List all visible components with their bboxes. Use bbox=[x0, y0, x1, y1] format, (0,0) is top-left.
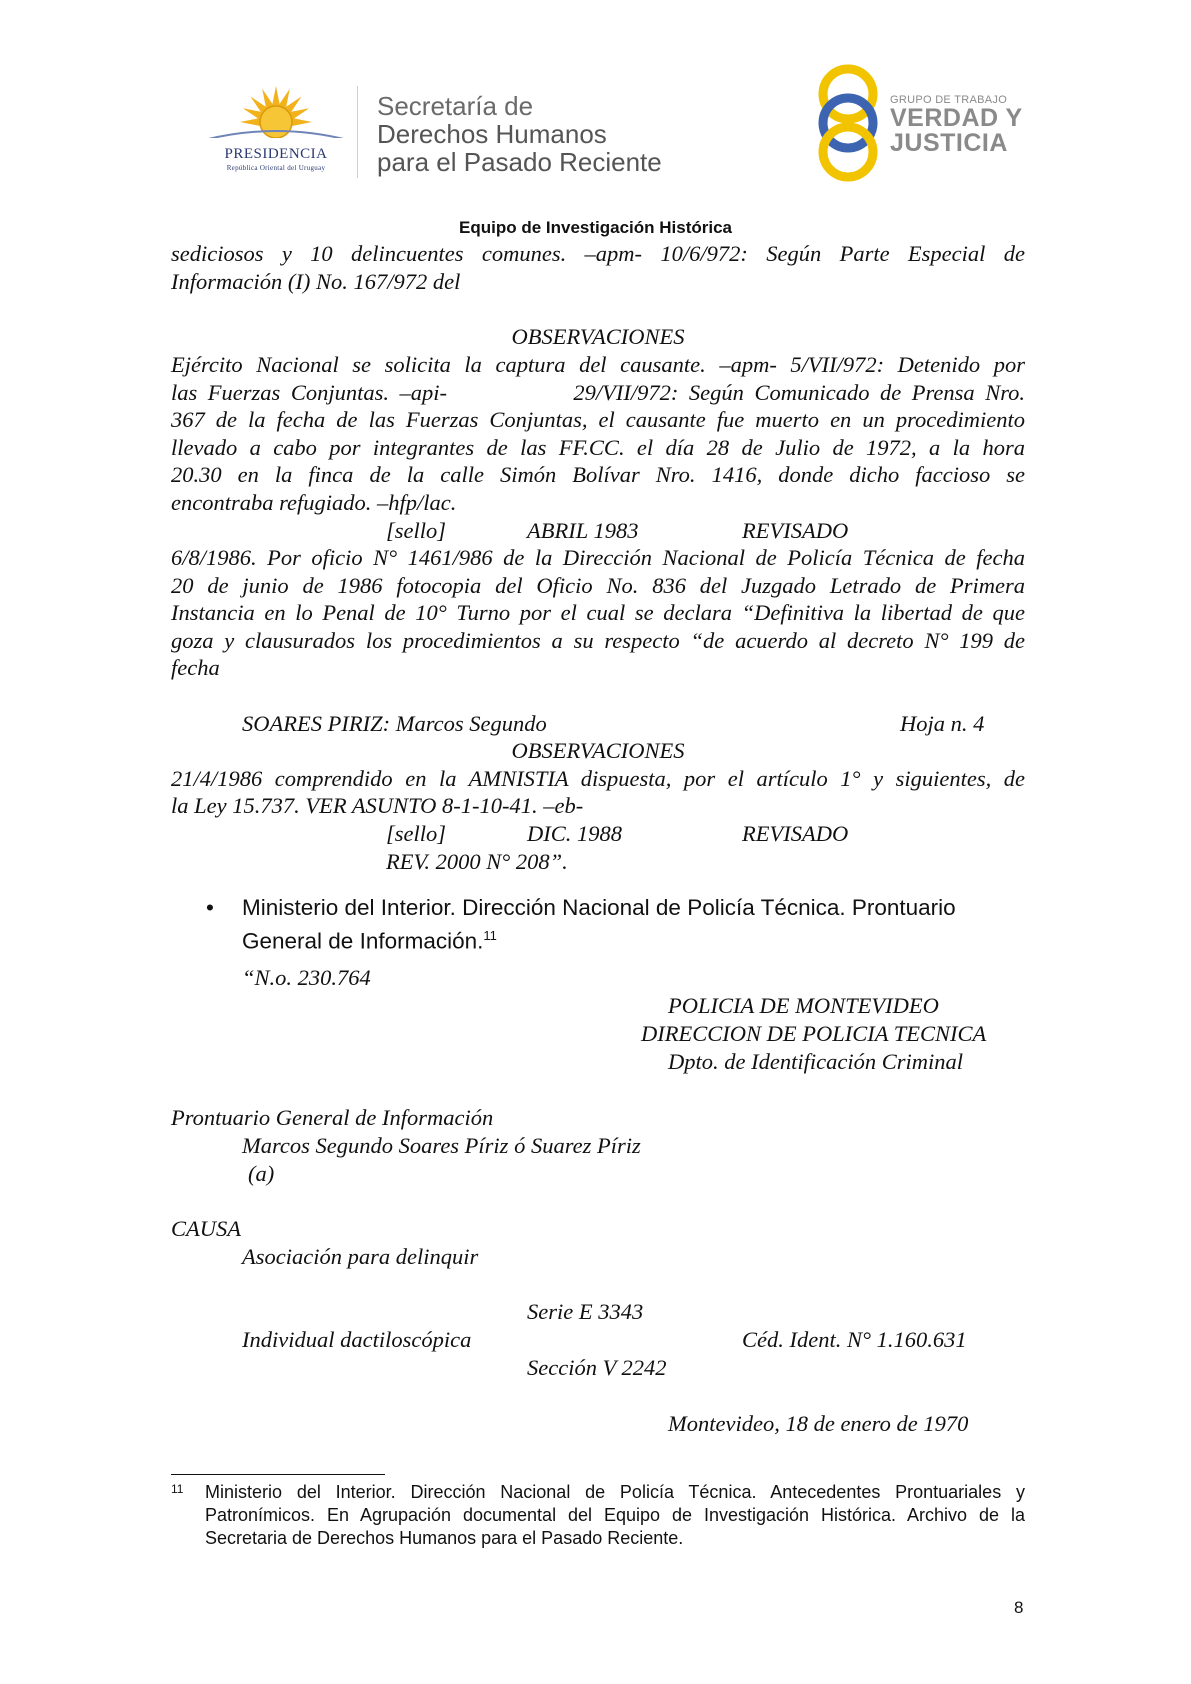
police-line-3: Dpto. de Identificación Criminal bbox=[668, 1049, 963, 1074]
paragraph-2-line-4: llevado a cabo por integrantes de las FF.CC. el día 28 de Julio de 1972, a la hora bbox=[171, 435, 1025, 460]
paragraph-1-line-2: Información (I) No. 167/972 del bbox=[171, 269, 461, 294]
header-divider bbox=[357, 86, 358, 178]
cedula: Céd. Ident. N° 1.160.631 bbox=[742, 1327, 967, 1352]
person-name: Marcos Segundo Soares Píriz ó Suarez Píriz bbox=[242, 1133, 641, 1158]
bullet-text-content: Ministerio del Interior. Dirección Nacional de Policía Técnica. Prontuario General de Información. bbox=[242, 895, 956, 954]
presidencia-subtitle: República Oriental del Uruguay bbox=[226, 164, 326, 172]
footnote-reference[interactable]: 11 bbox=[483, 928, 497, 943]
paragraph-2-line-1: Ejército Nacional se solicita la captura del causante. –apm- 5/VII/972: Detenido por bbox=[171, 352, 1025, 377]
stamp-1-revisado: REVISADO bbox=[742, 518, 849, 543]
police-line-2: DIRECCION DE POLICIA TECNICA bbox=[641, 1021, 987, 1046]
paragraph-1-line-1: sediciosos y 10 delincuentes comunes. –apm- 10/6/972: Según Parte Especial de bbox=[171, 241, 1025, 266]
stamp-1-sello: [sello] bbox=[386, 518, 447, 543]
paragraph-2-line-5: 20.30 en la finca de la calle Simón Bolívar Nro. 1416, donde dicho faccioso se bbox=[171, 462, 1025, 487]
grupo-line-2: VERDAD Y bbox=[890, 104, 1023, 132]
footnote-text: Ministerio del Interior. Dirección Nacional de Policía Técnica. Antecedentes Prontuariales y Patronímicos. En Agrupación documental del Equipo de Investigación Histórica. Archivo de la Secretaria de Derechos Humanos para el Pasado Reciente. bbox=[205, 1482, 1025, 1548]
dactiloscopica: Individual dactiloscópica bbox=[242, 1327, 472, 1352]
page-number: 8 bbox=[1014, 1598, 1024, 1617]
paragraph-3-line-2: 20 de junio de 1986 fotocopia del Oficio No. 836 del Juzgado Letrado de Primera bbox=[171, 573, 1025, 598]
secretaria-line-3: para el Pasado Reciente bbox=[377, 147, 662, 177]
paragraph-3-line-3: Instancia en lo Penal de 10° Turno por el cual se declara “Definitiva la libertad de que bbox=[171, 600, 1025, 625]
paragraph-4-line-2: la Ley 15.737. VER ASUNTO 8-1-10-41. –eb- bbox=[171, 793, 584, 818]
stamp-1-date: ABRIL 1983 bbox=[527, 518, 639, 543]
alias: (a) bbox=[248, 1161, 275, 1186]
bullet-icon: • bbox=[206, 895, 214, 920]
observations-heading-1: OBSERVACIONES bbox=[511, 324, 685, 349]
grupo-line-1: GRUPO DE TRABAJO bbox=[890, 94, 1008, 106]
paragraph-3-line-4: goza y clausurados los procedimientos a su respecto “de acuerdo al decreto N° 199 de bbox=[171, 628, 1025, 653]
stamp-2-date: DIC. 1988 bbox=[527, 821, 622, 846]
stamp-2-revisado: REVISADO bbox=[742, 821, 849, 846]
grupo-line-3: JUSTICIA bbox=[890, 129, 1008, 157]
grupo-title bbox=[890, 94, 1023, 156]
revision-line: REV. 2000 N° 208”. bbox=[386, 849, 568, 874]
team-title: Equipo de Investigación Histórica bbox=[459, 218, 732, 237]
paragraph-2-line-3: 367 de la fecha de las Fuerzas Conjuntas, el causante fue muerto en un procedimiento bbox=[171, 407, 1025, 432]
secretaria-line-1: Secretaría de bbox=[377, 91, 534, 121]
secretaria-line-2: Derechos Humanos bbox=[377, 119, 607, 149]
paragraph-4-line-1: 21/4/1986 comprendido en la AMNISTIA dispuesta, por el artículo 1° y siguientes, de bbox=[171, 766, 1025, 791]
police-line-1: POLICIA DE MONTEVIDEO bbox=[668, 993, 939, 1018]
interlocked-rings-icon bbox=[812, 62, 902, 184]
observations-heading-2: OBSERVACIONES bbox=[511, 738, 685, 763]
serie: Serie E 3343 bbox=[527, 1299, 644, 1324]
footnote-rule bbox=[171, 1474, 385, 1475]
seccion: Sección V 2242 bbox=[527, 1355, 667, 1380]
sheet-page: Hoja n. 4 bbox=[900, 711, 985, 736]
bullet-text bbox=[242, 894, 1026, 956]
paragraph-3-line-5: fecha bbox=[171, 655, 220, 680]
presidencia-label: PRESIDENCIA bbox=[224, 146, 328, 162]
causa-value: Asociación para delinquir bbox=[242, 1244, 479, 1269]
paragraph-2-line-6: encontraba refugiado. –hfp/lac. bbox=[171, 490, 457, 515]
stamp-2-sello: [sello] bbox=[386, 821, 447, 846]
secretaria-title bbox=[377, 92, 662, 176]
place-date: Montevideo, 18 de enero de 1970 bbox=[668, 1411, 969, 1436]
sheet-name: SOARES PIRIZ: Marcos Segundo bbox=[242, 711, 547, 736]
prontuario-title: Prontuario General de Información bbox=[171, 1105, 494, 1130]
record-number: “N.o. 230.764 bbox=[242, 965, 371, 990]
footnote-mark: 11 bbox=[171, 1482, 184, 1496]
causa-label: CAUSA bbox=[171, 1216, 241, 1241]
paragraph-3-line-1: 6/8/1986. Por oficio N° 1461/986 de la Dirección Nacional de Policía Técnica de fecha bbox=[171, 545, 1025, 570]
paragraph-2-line-2: las Fuerzas Conjuntas. –api- 29/VII/972: Según Comunicado de Prensa Nro. bbox=[171, 380, 1025, 405]
